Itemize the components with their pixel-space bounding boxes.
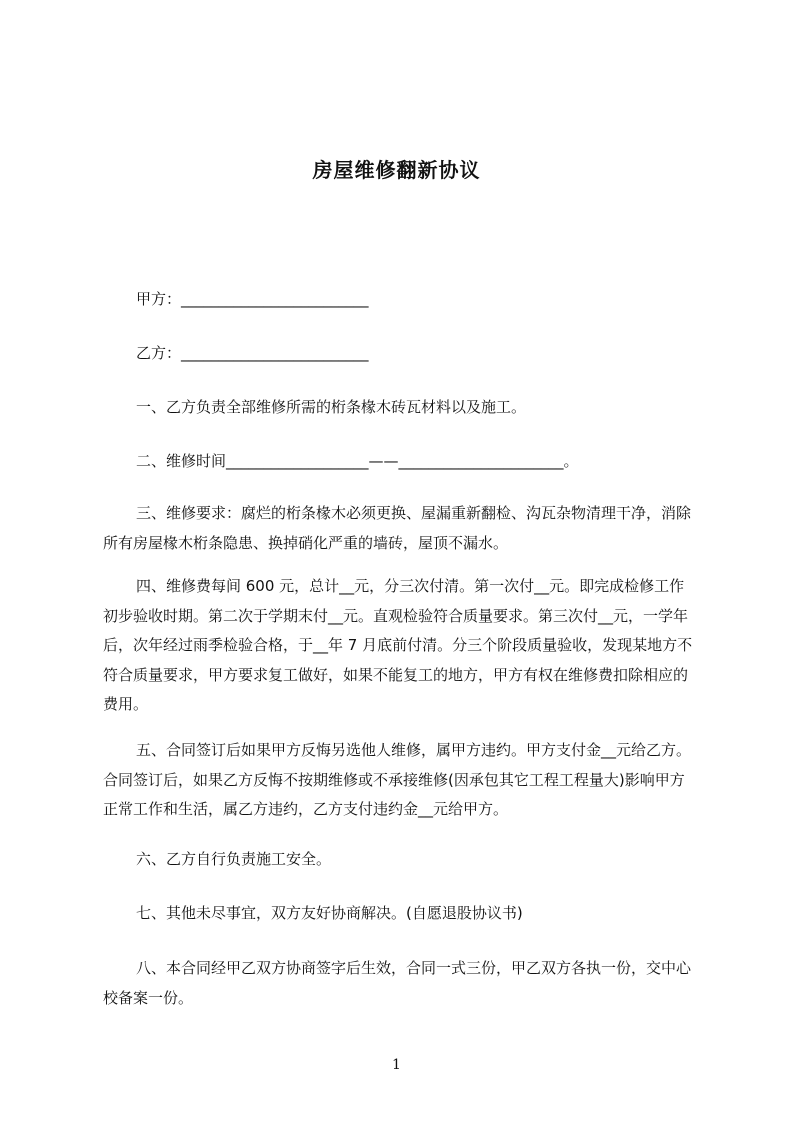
party-a-line: 甲方：_________________________ <box>136 290 369 308</box>
clause-2: 二、维修时间___________________——______________________。 <box>136 452 579 470</box>
clause-7: 七、其他未尽事宜，双方友好协商解决。(自愿退股协议书) <box>136 904 523 922</box>
clause-1: 一、乙方负责全部维修所需的桁条椽木砖瓦材料以及施工。 <box>136 398 527 416</box>
clause-8: 八、本合同经甲乙双方协商签字后生效，合同一式三份，甲乙双方各执一份，交中心校备案一份。 <box>103 959 692 1007</box>
clause-5: 五、合同签订后如果甲方反悔另选他人维修，属甲方违约。甲方支付金__元给乙方。合同签订后，如果乙方反悔不按期维修或不承接维修(因承包其它工程工程量大)影响甲方正常工作和生活，属乙方违约，乙方支付违约金__元给甲方。 <box>103 741 692 818</box>
clause-3: 三、维修要求：腐烂的桁条椽木必须更换、屋漏重新翻检、沟瓦杂物清理干净，消除所有房屋椽木桁条隐患、换掉硝化严重的墙砖，屋顶不漏水。 <box>103 504 692 552</box>
page-number: 1 <box>392 1057 401 1073</box>
party-b-line: 乙方：_________________________ <box>136 344 369 362</box>
clause-6: 六、乙方自行负责施工安全。 <box>136 850 332 868</box>
clause-4: 四、维修费每间 600 元，总计__元，分三次付清。第一次付__元。即完成检修工作初步验收时期。第二次于学期末付__元。直观检验符合质量要求。第三次付__元，一学年后，次年经过雨季检验合格，于__年 7 月底前付清。分三个阶段质量验收，发现某地方不符合质量要求，甲方要求复工做好，如果不能复工的地方，甲方有权在维修费扣除相应的费用。 <box>103 577 693 713</box>
page-title: 房屋维修翻新协议 <box>312 158 481 183</box>
